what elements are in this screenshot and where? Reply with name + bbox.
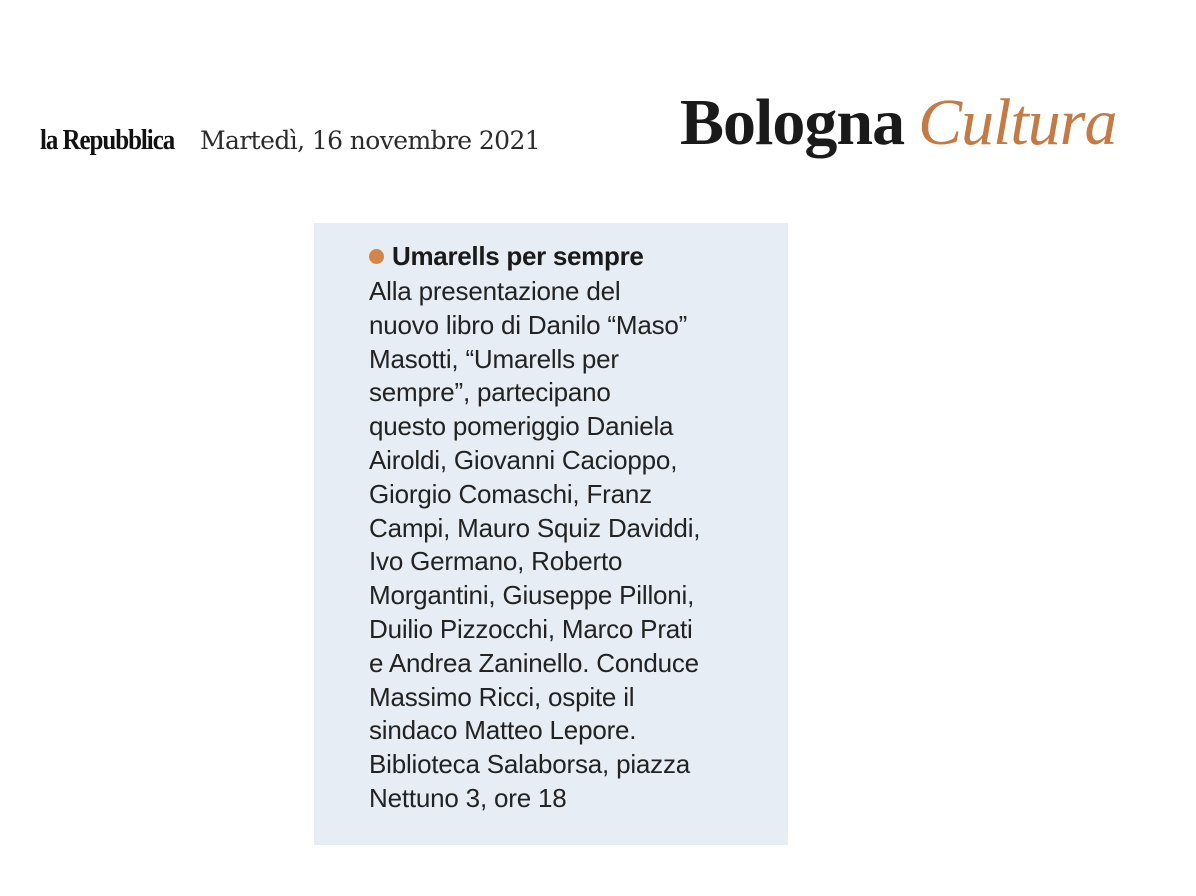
description-line: Airoldi, Giovanni Cacioppo, bbox=[369, 444, 678, 475]
description-line: sempre”, partecipano bbox=[369, 377, 611, 408]
event-headline bbox=[369, 239, 779, 273]
event-description bbox=[369, 275, 779, 816]
description-line: Morgantini, Giuseppe Pilloni, bbox=[369, 580, 695, 611]
bullet-dot-icon bbox=[369, 249, 384, 264]
description-line: sindaco Matteo Lepore. bbox=[369, 715, 637, 746]
description-line: questo pomeriggio Daniela bbox=[369, 411, 674, 442]
section-title bbox=[680, 86, 1117, 159]
description-line: Alla presentazione del bbox=[369, 276, 621, 306]
description-line: Nettuno 3, ore 18 bbox=[369, 782, 567, 813]
section-city: Bologna bbox=[680, 86, 905, 159]
description-line: Duilio Pizzocchi, Marco Prati bbox=[369, 613, 693, 644]
section-category: Cultura bbox=[918, 86, 1117, 159]
description-line: Campi, Mauro Squiz Daviddi, bbox=[369, 512, 701, 543]
newspaper-logo: la Repubblica bbox=[40, 124, 175, 156]
description-line: Ivo Germano, Roberto bbox=[369, 546, 623, 577]
masthead bbox=[40, 124, 540, 157]
issue-date: Martedì, 16 novembre 2021 bbox=[200, 126, 541, 155]
description-line: Giorgio Comaschi, Franz bbox=[369, 478, 652, 509]
description-line: Massimo Ricci, ospite il bbox=[369, 681, 635, 712]
description-line: Masotti, “Umarells per bbox=[369, 343, 619, 374]
event-notice-content bbox=[369, 239, 779, 816]
event-headline-text: Umarells per sempre bbox=[392, 241, 644, 271]
description-line: Biblioteca Salaborsa, piazza bbox=[369, 749, 691, 780]
description-line: nuovo libro di Danilo “Maso” bbox=[369, 309, 688, 340]
description-line: e Andrea Zaninello. Conduce bbox=[369, 647, 699, 678]
event-notice-box bbox=[314, 223, 788, 845]
